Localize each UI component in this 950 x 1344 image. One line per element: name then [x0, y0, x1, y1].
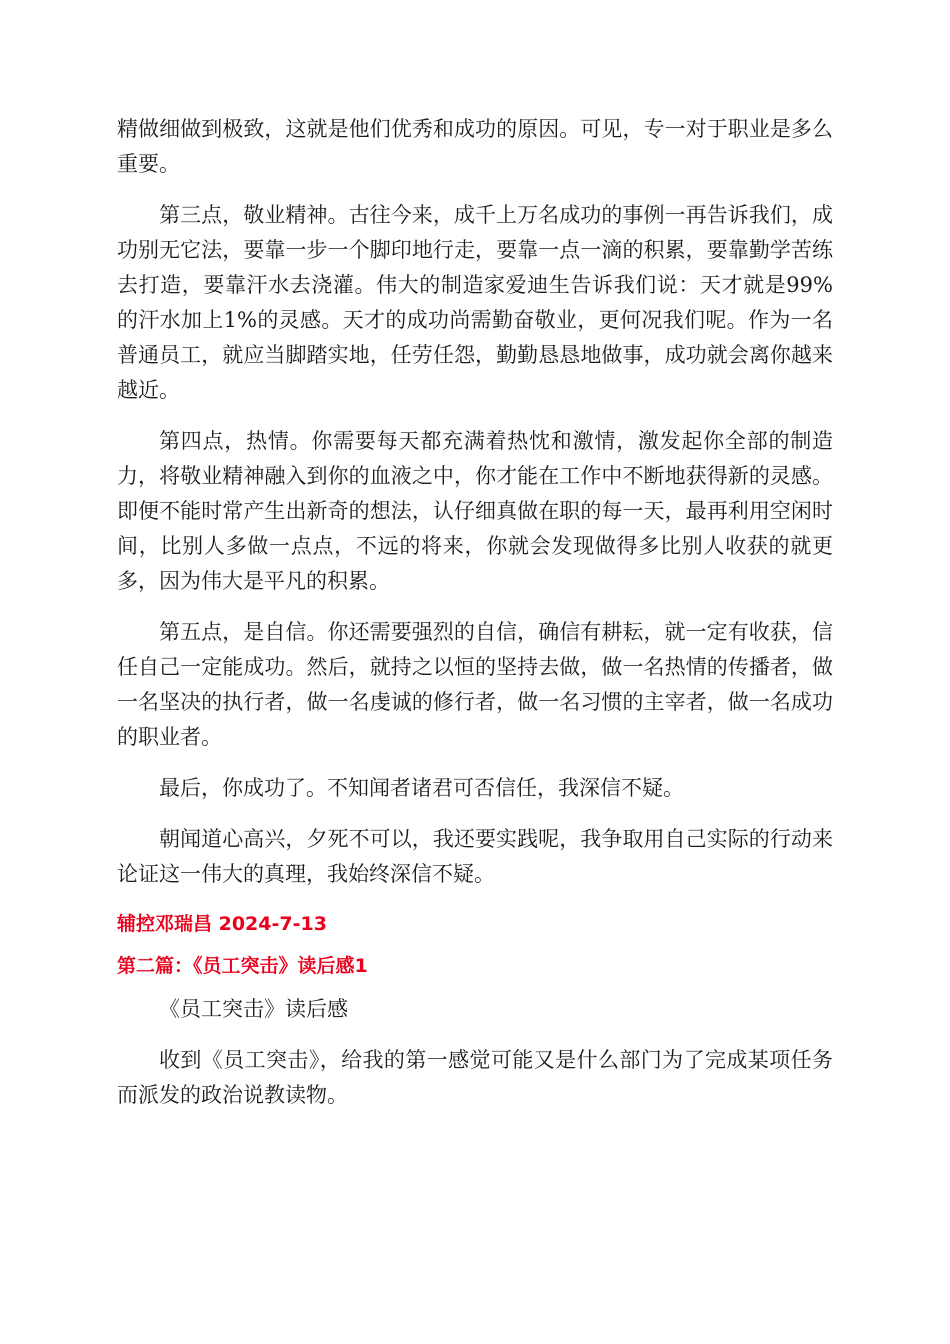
paragraph-dedication: 第三点，敬业精神。古往今来，成千上万名成功的事例一再告诉我们，成功别无它法，要靠一步一个脚印地行走，要靠一点一滴的积累，要靠勤学苦练去打造，要靠汗水去浇灌。伟大的制造家爱迪生告诉我们说：天才就是99%的汗水加上1%的灵感。天才的成功尚需勤奋敬业，更何况我们呢。作为一名普通员工，就应当脚踏实地，任劳任怨，勤勤恳恳地做事，成功就会离你越来越近。 [117, 203, 833, 402]
article-subtitle: 《员工突击》读后感 [159, 997, 348, 1021]
author-signature: 辅控邓瑞昌 2024-7-13 [117, 913, 327, 935]
paragraph-conclusion: 最后，你成功了。不知闻者诸君可否信任，我深信不疑。 [159, 776, 684, 800]
paragraph-closing: 朝闻道心高兴，夕死不可以，我还要实践呢，我争取用自己实际的行动来论证这一伟大的真理，我始终深信不疑。 [117, 827, 833, 886]
document-body [117, 112, 833, 1129]
paragraph-second-article-intro: 收到《员工突击》，给我的第一感觉可能又是什么部门为了完成某项任务而派发的政治说教读物。 [117, 1048, 833, 1107]
paragraph-passion: 第四点，热情。你需要每天都充满着热忱和激情，激发起你全部的制造力，将敬业精神融入到你的血液之中，你才能在工作中不断地获得新的灵感。即便不能时常产生出新奇的想法，认仔细真做在职的每一天，最再利用空闲时间，比别人多做一点点，不远的将来，你就会发现做得多比别人收获的就更多，因为伟大是平凡的积累。 [117, 429, 833, 593]
paragraph-confidence: 第五点，是自信。你还需要强烈的自信，确信有耕耘，就一定有收获，信任自己一定能成功。然后，就持之以恒的坚持去做，做一名热情的传播者，做一名坚决的执行者，做一名虔诚的修行者，做一名习惯的主宰者，做一名成功的职业者。 [117, 620, 833, 749]
paragraph-continuation: 精做细做到极致，这就是他们优秀和成功的原因。可见，专一对于职业是多么重要。 [117, 117, 833, 176]
section-heading: 第二篇：《员工突击》读后感1 [117, 955, 368, 977]
